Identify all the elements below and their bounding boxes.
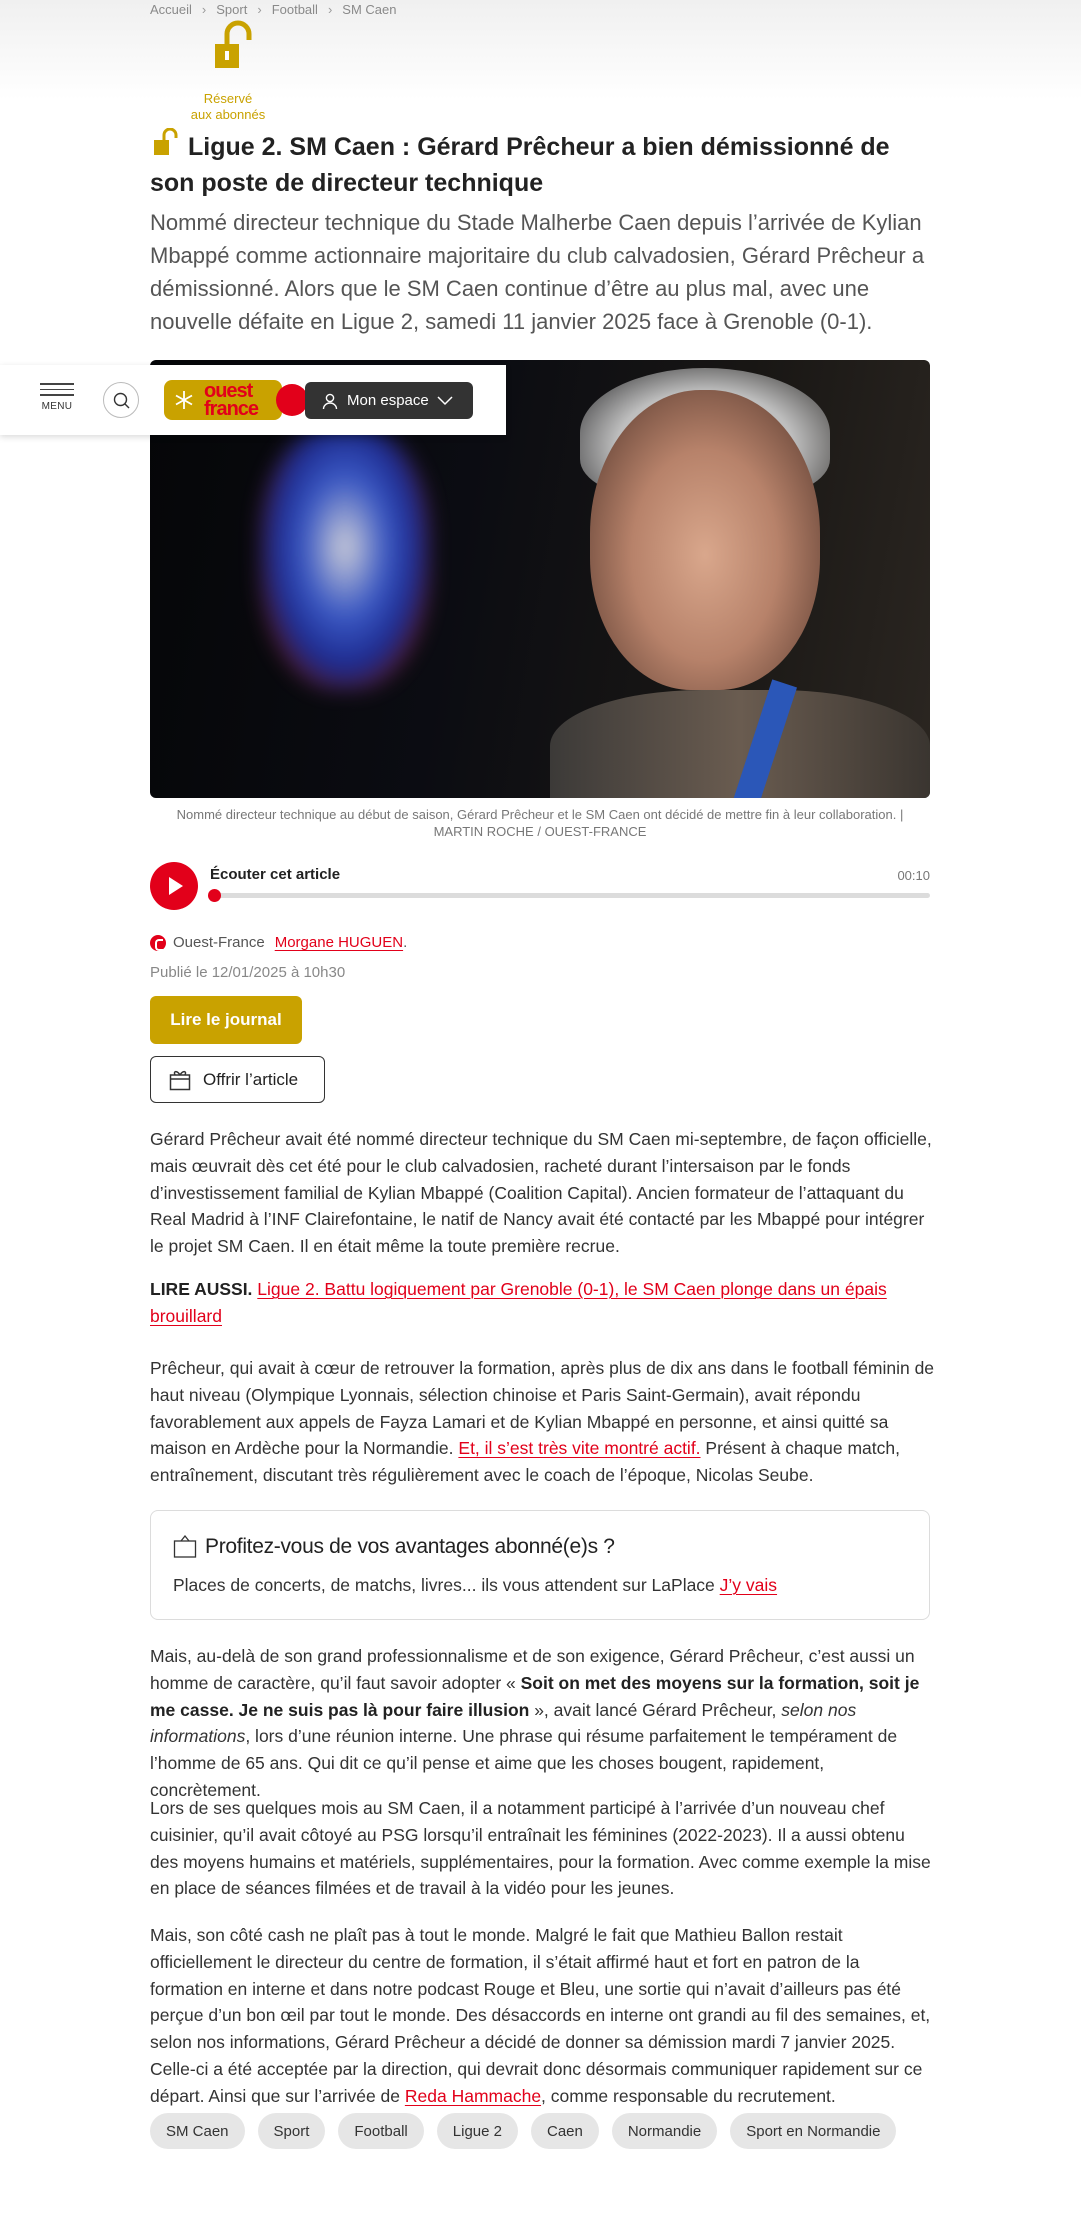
article-paragraph-3-text-b: », avait lancé Gérard Prêcheur, — [534, 1699, 777, 1720]
audio-progress-handle[interactable] — [208, 889, 221, 902]
snowflake-icon — [174, 390, 194, 410]
sticky-navbar — [0, 365, 506, 435]
chevron-right-icon: › — [327, 1, 333, 17]
tag-normandie[interactable]: Normandie — [612, 2113, 717, 2149]
play-button[interactable] — [150, 862, 198, 910]
promo-text: Places de concerts, de matchs, livres... ils vous attendent sur LaPlace — [173, 1575, 715, 1595]
article-paragraph-1: Gérard Prêcheur avait été nommé directeur technique du SM Caen mi-septembre, de façon officielle, mais œuvrait dès cet été pour le club calvadosien, racheté durant l’intersaison par le fonds d’investissement familial de Kylian Mbappé (Coalition Capital). Ancien formateur de l’attaquant du Real Madrid à l’INF Clairefontaine, le natif de Nancy avait été contacté par les Mbappé pour intégrer le projet SM Caen. Il en était même la toute première recrue. — [150, 1129, 932, 1257]
logo-wordmark — [204, 382, 258, 418]
breadcrumb-item-football[interactable]: Football — [271, 1, 318, 17]
subscriber-badge-line2: aux abonnés — [190, 107, 266, 122]
image-credit: MARTIN ROCHE / OUEST-FRANCE — [433, 824, 647, 839]
promo-title: Profitez-vous de vos avantages abonné(e)s ? — [205, 1535, 615, 1558]
tag-football[interactable]: Football — [338, 2113, 423, 2149]
image-caption-text: Nommé directeur technique au début de saison, Gérard Prêcheur et le SM Caen ont décidé de mettre fin à leur collaboration. | — [176, 807, 904, 822]
hamburger-icon — [40, 383, 74, 385]
image-caption — [150, 806, 930, 840]
audio-player — [150, 862, 930, 912]
offer-article-label: Offrir l’article — [203, 1069, 299, 1089]
article-paragraph-2 — [150, 1355, 935, 1489]
read-also-link[interactable]: Ligue 2. Battu logiquement par Grenoble (0-1), le SM Caen plonge dans un épais brouillard — [150, 1279, 887, 1326]
portrait-face — [590, 390, 820, 690]
publication-date: Publié le 12/01/2025 à 10h30 — [150, 964, 346, 981]
subscriber-badge — [188, 20, 268, 123]
subscriber-badge-line1: Réservé — [203, 91, 253, 106]
read-also — [150, 1276, 935, 1330]
breadcrumb-item-accueil[interactable]: Accueil — [150, 1, 192, 17]
ticket-icon — [173, 1535, 197, 1559]
ouest-france-logo[interactable] — [164, 380, 304, 420]
article-header — [150, 128, 930, 200]
article-paragraph-4: Lors de ses quelques mois au SM Caen, il a notamment participé à l’arrivée d’un nouveau chef cuisinier, qu’il avait côtoyé au PSG lorsqu’il entraînait les féminines (2022-2023). Il a aussi obtenu des moyens humains et matériels, supplémentaires, pour la formation. Avec comme exemple la mise en place de séances filmées et de travail à la vidéo pour les jeunes. — [150, 1798, 931, 1899]
account-label: Mon espace — [347, 392, 429, 409]
menu-label: MENU — [41, 400, 73, 412]
tag-ligue-2[interactable]: Ligue 2 — [437, 2113, 518, 2149]
audio-duration: 00:10 — [897, 868, 930, 883]
tag-sm-caen[interactable]: SM Caen — [150, 2113, 245, 2149]
audio-label: Écouter cet article — [210, 866, 341, 883]
offer-article-button[interactable] — [150, 1056, 325, 1103]
article-inline-link[interactable]: Et, il s’est très vite montré actif. — [458, 1438, 701, 1459]
reda-hammache-link[interactable]: Reda Hammache — [404, 2085, 542, 2106]
tag-sport[interactable]: Sport — [258, 2113, 326, 2149]
article-paragraph-3 — [150, 1643, 935, 1804]
search-button[interactable] — [103, 382, 139, 418]
gift-icon — [169, 1069, 191, 1091]
article-paragraph-5-text-a: Mais, son côté cash ne plaît pas à tout le monde. Malgré le fait que Mathieu Ballon restait officiellement le directeur du centre de formation, il s’était affirmé haut et fort en patron de la formation en interne et dans notre podcast Rouge et Bleu, une sortie qui n’avait d’ailleurs pas été perçue d’un bon œil par tout le monde. Des désaccords en interne ont grandi au fil des semaines, et, selon nos informations, Gérard Prêcheur a décidé de donner sa démission mardi 7 janvier 2025. Celle-ci a été acceptée par la direction, qui devrait donc désormais communiquer rapidement sur ce départ. Ainsi que sur l’arrivée de — [150, 1925, 931, 2106]
ouest-france-logo-icon — [150, 935, 166, 951]
article-paragraph-3-text-c: , lors d’une réunion interne. Une phrase qui résume parfaitement le tempérament de l’homme de 65 ans. Qui dit ce qu’il pense et aime que les choses bougent, rapidement, concrètement. — [150, 1726, 898, 1800]
promo-text-line — [173, 1575, 777, 1596]
breadcrumb — [150, 0, 396, 18]
logo-wordmark-line1: ouest — [204, 380, 253, 402]
logo-red-mark — [276, 384, 308, 416]
club-crest-blur — [260, 430, 430, 690]
article-paragraph-5-text-b: , comme responsable du recrutement. — [541, 2085, 836, 2106]
tag-caen[interactable]: Caen — [531, 2113, 599, 2149]
tag-list — [150, 2113, 896, 2149]
byline-source: Ouest-France — [173, 934, 265, 951]
read-also-label: LIRE AUSSI. — [150, 1279, 253, 1299]
byline-author-link[interactable]: Morgane HUGUEN — [274, 934, 404, 951]
byline-period: . — [403, 934, 408, 951]
article-title-text: Ligue 2. SM Caen : Gérard Prêcheur a bien démissionné de son poste de directeur technique — [150, 133, 890, 197]
tag-sport-en-normandie[interactable]: Sport en Normandie — [730, 2113, 896, 2149]
article-paragraph-3-text-a: Mais, au-delà de son grand professionnalisme et de son exigence, Gérard Prêcheur, c’est aussi un homme de caractère, qu’il faut savoir adopter « — [150, 1646, 915, 1693]
promo-link[interactable]: J’y vais — [719, 1575, 778, 1595]
byline — [150, 934, 407, 951]
search-icon — [104, 383, 140, 419]
article-italic: selon nos informations — [150, 1699, 857, 1747]
chevron-down-icon — [437, 396, 453, 406]
unlocked-padlock-icon — [197, 20, 259, 82]
breadcrumb-item-sm-caen[interactable]: SM Caen — [342, 1, 397, 17]
article-paragraph-5 — [150, 1922, 935, 2110]
chevron-right-icon: › — [201, 1, 207, 17]
read-journal-button[interactable]: Lire le journal — [150, 996, 302, 1044]
audio-progress-track[interactable] — [214, 893, 930, 898]
chevron-right-icon: › — [257, 1, 262, 17]
logo-wordmark-line2: france — [204, 398, 259, 420]
article-paragraph-2-text-a: Prêcheur, qui avait à cœur de retrouver la formation, après plus de dix ans dans le football féminin de haut niveau (Olympique Lyonnais, sélection chinoise et Paris Saint-Germain), avait répondu favorablement aux appels de Fayza Lamari et de Kylian Mbappé en personne, et ainsi quitté sa maison en Ardèche pour la Normandie. — [150, 1358, 935, 1459]
subscriber-promo-box — [150, 1510, 930, 1620]
article-quote: Soit on met des moyens sur la formation, soit je me casse. Je ne suis pas là pour faire illusion — [150, 1672, 920, 1720]
article-paragraph-2-text-b: Présent à chaque match, entraînement, discutant très régulièrement avec le coach de l’époque, Nicolas Seube. — [150, 1438, 900, 1486]
menu-button[interactable] — [40, 383, 74, 412]
promo-heading — [173, 1535, 615, 1559]
breadcrumb-item-sport[interactable]: Sport — [216, 1, 248, 17]
unlocked-padlock-icon — [150, 128, 180, 167]
user-icon — [321, 392, 339, 410]
account-button[interactable] — [305, 382, 473, 419]
article-title — [150, 128, 930, 200]
article-lead: Nommé directeur technique du Stade Malherbe Caen depuis l’arrivée de Kylian Mbappé comme actionnaire majoritaire du club calvadosien, Gérard Prêcheur a démissionné. Alors que le SM Caen continue d’être au plus mal, avec une nouvelle défaite en Ligue 2, samedi 11 janvier 2025 face à Grenoble (0-1). — [150, 210, 925, 334]
